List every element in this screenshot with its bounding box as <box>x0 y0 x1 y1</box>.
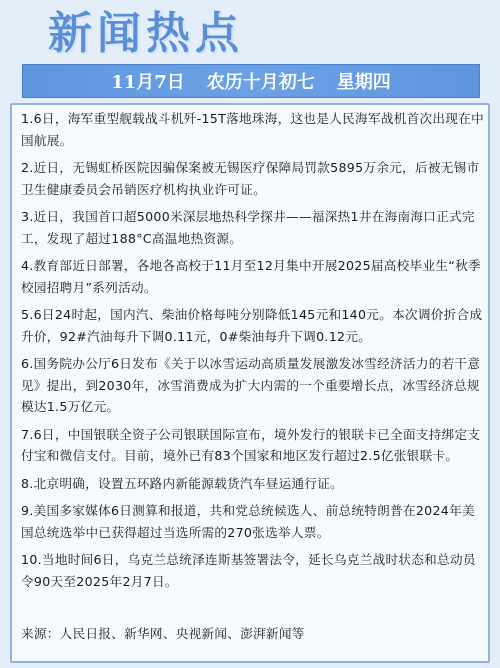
news-item-2: 2.近日，无锡虹桥医院因骗保案被无锡医疗保障局罚款5895万余元，后被无锡市卫生健康委员会吊销医疗机构执业许可证。 <box>21 160 480 197</box>
date-banner <box>22 64 480 98</box>
date-text: 11月7日 <box>111 72 185 93</box>
news-list <box>21 108 485 598</box>
news-item-3: 3.近日，我国首口超5000米深层地热科学探井——福深热1井在海南海口正式完工，发现了超过188°C高温地热资源。 <box>21 209 475 246</box>
lunar-date-text: 农历十月初七 <box>206 72 315 93</box>
news-item-1: 1.6日，海军重型舰载战斗机歼-15T落地珠海，这也是人民海军战机首次出现在中国航展。 <box>21 111 484 148</box>
news-item-10: 10.当地时间6日，乌克兰总统泽连斯基签署法令，延长乌克兰战时状态和总动员令90天至2025年2月7日。 <box>21 552 476 589</box>
page-title: 新闻热点 <box>48 8 244 59</box>
news-item-9: 9.美国多家媒体6日测算和报道，共和党总统候选人、前总统特朗普在2024年美国总统选举中已获得超过当选所需的270张选举人票。 <box>21 503 475 540</box>
news-item-8: 8.北京明确，设置五环路内新能源载货汽车昼运通行证。 <box>21 475 344 491</box>
news-item-7: 7.6日，中国银联全资子公司银联国际宣布，境外发行的银联卡已全面支持绑定支付宝和微信支付。目前，境外已有83个国家和地区发行超过2.5亿张银联卡。 <box>21 426 481 463</box>
news-item-4: 4.教育部近日部署，各地各高校于11月至12月集中开展2025届高校毕业生“秋季校园招聘月”系列活动。 <box>21 258 481 295</box>
news-item-6: 6.国务院办公厅6日发布《关于以冰雪运动高质量发展激发冰雪经济活力的若干意见》提出，到2030年，冰雪消费成为扩大内需的一个重要增长点，冰雪经济总规模达1.5万亿元。 <box>21 356 481 414</box>
source-credit: 来源：人民日报、新华网、央视新闻、澎湃新闻等 <box>21 626 305 641</box>
weekday-text: 星期四 <box>336 72 391 93</box>
news-item-5: 5.6日24时起，国内汽、柴油价格每吨分别降低145元和140元。本次调价折合成升价，92#汽油每升下调0.11元，0#柴油每升下调0.12元。 <box>21 307 483 344</box>
